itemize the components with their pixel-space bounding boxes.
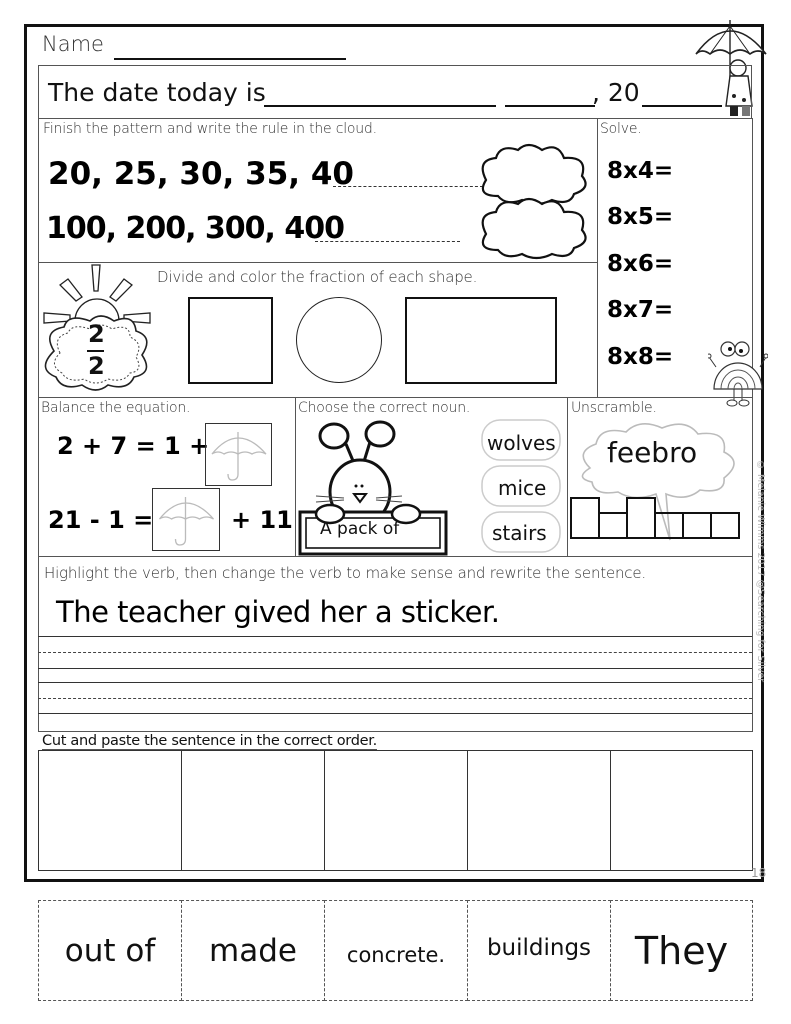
- cut-word-label: concrete.: [346, 942, 446, 967]
- balance-answer-box-2[interactable]: [152, 488, 220, 551]
- unscramble-instruction: Unscramble.: [571, 400, 657, 416]
- pattern-sequence-1: 20, 25, 30, 35, 40: [48, 156, 354, 192]
- noun-sign-text: A pack of: [320, 519, 400, 539]
- fraction-circle[interactable]: [296, 297, 382, 383]
- name-field[interactable]: [114, 58, 346, 60]
- letter-box-6[interactable]: [710, 512, 740, 539]
- noun-instruction: Choose the correct noun.: [298, 400, 471, 416]
- writing-line-base-2[interactable]: [38, 713, 752, 714]
- writing-line-top-2: [38, 682, 752, 683]
- fraction-square[interactable]: [188, 297, 273, 384]
- writing-line-top-1: [38, 636, 752, 637]
- paste-box-4[interactable]: [467, 750, 610, 871]
- unscramble-word: feebro: [607, 436, 698, 469]
- solve-instruction: Solve.: [600, 121, 642, 137]
- pattern-answer-2[interactable]: [315, 241, 460, 242]
- verb-sentence[interactable]: The teacher gived her a sticker.: [56, 595, 500, 629]
- cut-word-label: buildings: [486, 934, 592, 961]
- cut-word-made[interactable]: [181, 900, 325, 1001]
- rule-cloud-1: [483, 145, 586, 204]
- year-prefix: , 20: [592, 78, 640, 107]
- date-day-field[interactable]: [505, 105, 595, 107]
- balance-instruction: Balance the equation.: [41, 400, 191, 416]
- cut-paste-instruction: Cut and paste the sentence in the correct order.: [42, 733, 377, 749]
- writing-line-base-1[interactable]: [38, 668, 752, 669]
- letter-box-4[interactable]: [654, 512, 684, 539]
- writing-line-mid-2: [38, 698, 752, 699]
- solve-problem-1: 8x4=: [607, 158, 674, 184]
- date-month-field[interactable]: [264, 105, 496, 107]
- cut-word-label: out of: [64, 932, 156, 969]
- pattern-instruction: Finish the pattern and write the rule in the cloud.: [43, 121, 377, 137]
- umbrella-icon: [206, 424, 271, 485]
- noun-option-wolves[interactable]: wolves: [487, 431, 556, 455]
- paste-box-5[interactable]: [610, 750, 753, 871]
- pattern-sequence-2: 100, 200, 300, 400: [46, 211, 345, 246]
- writing-line-mid-1: [38, 652, 752, 653]
- fraction-rectangle[interactable]: [405, 297, 557, 384]
- balance-equation-1: 2 + 7 = 1 +: [57, 432, 210, 460]
- paste-box-1[interactable]: [38, 750, 181, 871]
- page-number: 18: [751, 866, 767, 880]
- fraction-instruction: Divide and color the fraction of each shape.: [157, 268, 478, 286]
- paste-box-2[interactable]: [181, 750, 324, 871]
- pattern-answer-1[interactable]: [333, 186, 483, 187]
- fraction-numerator: 2: [88, 320, 105, 348]
- copyright-text: © Melanie Wimms 2017 @Searching for Silver: [755, 460, 766, 683]
- fraction-denominator: 2: [88, 352, 105, 380]
- verb-instruction: Highlight the verb, then change the verb to make sense and rewrite the sentence.: [44, 564, 646, 582]
- balance-equation-2-right: + 11: [231, 506, 293, 534]
- cut-word-buildings[interactable]: [467, 900, 611, 1001]
- balance-answer-box-1[interactable]: [205, 423, 272, 486]
- date-label: The date today is: [48, 78, 266, 107]
- noun-option-stairs[interactable]: stairs: [492, 521, 547, 545]
- letter-box-1[interactable]: [570, 497, 600, 539]
- date-year-field[interactable]: [642, 105, 722, 107]
- solve-problem-5: 8x8=: [607, 344, 674, 370]
- cut-word-label: They: [634, 928, 729, 973]
- verb-section: [38, 556, 753, 732]
- letter-box-2[interactable]: [598, 512, 628, 539]
- name-label: Name: [42, 32, 104, 56]
- letter-box-3[interactable]: [626, 497, 656, 539]
- solve-problem-3: 8x6=: [607, 251, 674, 277]
- cut-word-concrete[interactable]: [324, 900, 468, 1001]
- rule-cloud-2: [483, 199, 586, 258]
- cut-word-out-of[interactable]: [38, 900, 182, 1001]
- cut-word-they[interactable]: [610, 900, 753, 1001]
- solve-problem-2: 8x5=: [607, 204, 674, 230]
- noun-option-mice[interactable]: mice: [498, 476, 547, 500]
- cut-word-label: made: [209, 932, 297, 969]
- letter-box-5[interactable]: [682, 512, 712, 539]
- paste-box-3[interactable]: [324, 750, 467, 871]
- umbrella-icon: [153, 489, 219, 550]
- solve-problem-4: 8x7=: [607, 297, 674, 323]
- rule-cloud-icons[interactable]: [466, 140, 596, 260]
- balance-equation-2-left: 21 - 1 =: [48, 506, 154, 534]
